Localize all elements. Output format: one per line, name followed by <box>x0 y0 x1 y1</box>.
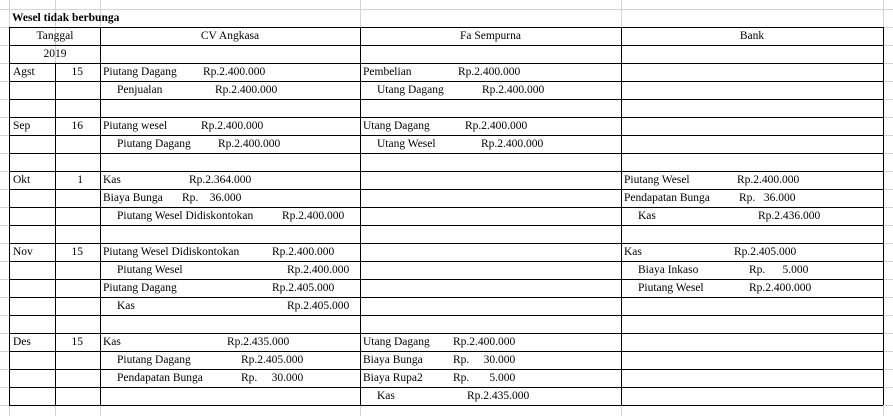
account-name: Piutang Dagang <box>117 354 191 366</box>
amount: Rp. 36.000 <box>739 192 796 204</box>
cell-border <box>9 153 883 154</box>
header-year: 2019 <box>43 48 67 60</box>
amount: Rp. 36.000 <box>182 192 242 204</box>
header-fa-sempurna: Fa Sempurna <box>459 30 521 42</box>
amount: Rp.2.405.000 <box>734 246 797 258</box>
cell-border <box>100 27 101 405</box>
day-label: 16 <box>71 120 83 132</box>
cell-border <box>9 387 883 388</box>
cell-border <box>9 243 883 244</box>
cell-border <box>9 189 883 190</box>
amount: Rp.2.400.000 <box>481 138 544 150</box>
cell-border <box>9 315 883 316</box>
amount: Rp.2.400.000 <box>272 246 335 258</box>
cell-border <box>9 351 883 352</box>
account-name: Pendapatan Bunga <box>624 192 710 204</box>
account-name: Piutang Wesel Didiskontokan <box>103 246 240 258</box>
month-label: Okt <box>13 174 31 186</box>
gridline <box>0 9 893 10</box>
account-name: Kas <box>377 390 395 402</box>
account-name: Kas <box>638 210 656 222</box>
amount: Rp.2.400.000 <box>458 66 521 78</box>
amount: Rp.2.405.000 <box>272 282 335 294</box>
account-name: Pembelian <box>363 66 412 78</box>
month-label: Agst <box>13 66 35 78</box>
header-cv-angkasa: CV Angkasa <box>200 30 260 42</box>
cell-border <box>9 63 883 64</box>
cell-border <box>55 63 56 405</box>
account-name: Piutang Wesel <box>624 174 690 186</box>
cell-border <box>9 279 883 280</box>
account-name: Utang Wesel <box>377 138 436 150</box>
amount: Rp. 30.000 <box>453 354 516 366</box>
header-tanggal: Tanggal <box>36 30 74 42</box>
account-name: Biaya Bunga <box>363 354 423 366</box>
cell-border <box>9 117 883 118</box>
account-name: Biaya Rupa2 <box>363 372 423 384</box>
day-label: 15 <box>71 336 83 348</box>
day-label: 1 <box>77 174 83 186</box>
amount: Rp.2.405.000 <box>287 300 350 312</box>
account-name: Pendapatan Bunga <box>117 372 203 384</box>
cell-border <box>9 333 883 334</box>
account-name: Kas <box>117 300 135 312</box>
account-name: Piutang wesel <box>103 120 168 132</box>
amount: Rp.2.400.000 <box>482 84 545 96</box>
amount: Rp.2.405.000 <box>241 354 304 366</box>
amount: Rp.2.435.000 <box>467 390 530 402</box>
header-bank: Bank <box>739 30 765 42</box>
amount: Rp.2.400.000 <box>218 138 281 150</box>
amount: Rp.2.364.000 <box>189 174 252 186</box>
account-name: Penjualan <box>117 84 163 96</box>
cell-border <box>9 261 883 262</box>
cell-border <box>9 45 883 46</box>
amount: Rp.2.435.000 <box>227 336 290 348</box>
amount: Rp.2.400.000 <box>737 174 800 186</box>
amount: Rp.2.400.000 <box>465 120 528 132</box>
account-name: Utang Dagang <box>363 336 430 348</box>
cell-border <box>9 27 10 405</box>
amount: Rp.2.400.000 <box>453 336 516 348</box>
month-label: Nov <box>13 246 33 258</box>
cell-border <box>360 27 361 405</box>
amount: Rp.2.400.000 <box>215 84 278 96</box>
account-name: Piutang Dagang <box>103 66 177 78</box>
month-label: Des <box>13 336 31 348</box>
account-name: Utang Dagang <box>363 120 430 132</box>
amount: Rp.2.400.000 <box>201 120 264 132</box>
cell-border <box>9 225 883 226</box>
account-name: Piutang Wesel Didiskontokan <box>117 210 254 222</box>
cell-border <box>9 171 883 172</box>
account-name: Piutang Wesel <box>638 282 704 294</box>
cell-border <box>9 135 883 136</box>
account-name: Biaya Bunga <box>103 192 163 204</box>
account-name: Piutang Dagang <box>117 138 191 150</box>
account-name: Kas <box>103 174 121 186</box>
cell-border <box>9 297 883 298</box>
cell-border <box>9 81 883 82</box>
amount: Rp. 5.000 <box>749 264 809 276</box>
cell-border <box>9 369 883 370</box>
account-name: Kas <box>624 246 642 258</box>
sheet-title: Wesel tidak berbunga <box>12 12 120 24</box>
cell-border <box>9 99 883 100</box>
cell-border <box>9 27 883 28</box>
amount: Rp. 5.000 <box>453 372 516 384</box>
account-name: Utang Dagang <box>377 84 444 96</box>
account-name: Biaya Inkaso <box>638 264 699 276</box>
amount: Rp. 30.000 <box>241 372 304 384</box>
account-name: Piutang Dagang <box>103 282 177 294</box>
amount: Rp.2.400.000 <box>282 210 345 222</box>
account-name: Piutang Wesel <box>117 264 183 276</box>
day-label: 15 <box>71 66 83 78</box>
day-label: 15 <box>71 246 83 258</box>
amount: Rp.2.436.000 <box>758 210 821 222</box>
cell-border <box>883 27 884 405</box>
cell-border <box>9 207 883 208</box>
amount: Rp.2.400.000 <box>749 282 812 294</box>
amount: Rp.2.400.000 <box>203 66 266 78</box>
account-name: Kas <box>103 336 121 348</box>
month-label: Sep <box>13 120 31 132</box>
cell-border <box>621 27 622 405</box>
cell-border <box>9 405 883 406</box>
amount: Rp.2.400.000 <box>287 264 350 276</box>
